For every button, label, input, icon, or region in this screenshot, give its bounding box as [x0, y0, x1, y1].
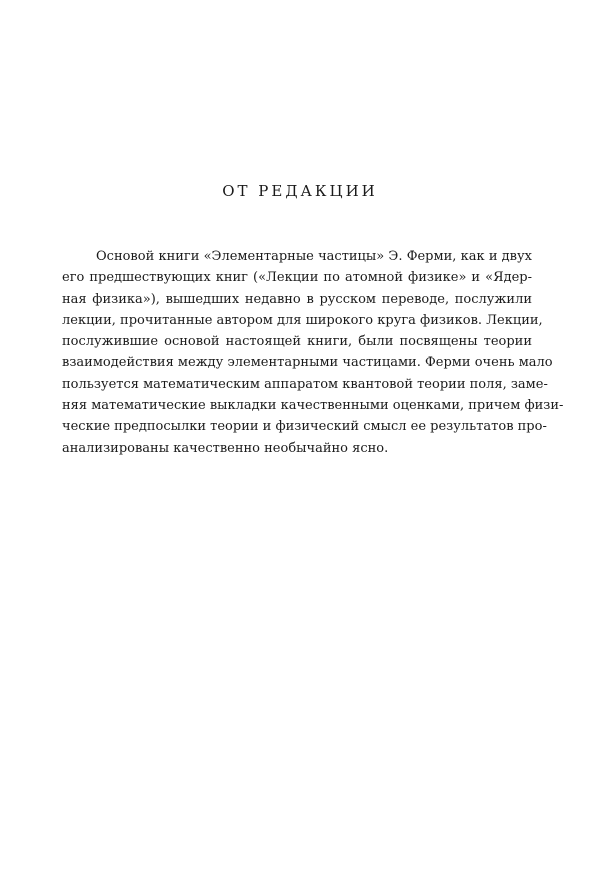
- section-heading: ОТ РЕДАКЦИИ: [222, 182, 378, 200]
- paragraph-line: послужившие основой настоящей книги, были посвящены теории: [62, 334, 532, 350]
- paragraph-line: анализированы качественно необычайно ясно.: [62, 440, 389, 456]
- paragraph-line: лекции, прочитанные автором для широкого круга физиков. Лекции,: [62, 312, 543, 328]
- paragraph-line: Основой книги «Элементарные частицы» Э. Ферми, как и двух: [96, 249, 532, 264]
- paragraph-line: ческие предпосылки теории и физический смысл ее результатов про-: [62, 419, 547, 435]
- paragraph-line: ная физика»), вышедших недавно в русском переводе, послужили: [62, 291, 532, 307]
- paragraph-line: няя математические выкладки качественными оценками, причем физи-: [62, 398, 564, 414]
- paragraph-line: его предшествующих книг («Лекции по атомной физике» и «Ядер-: [62, 270, 532, 286]
- paragraph-line: взаимодействия между элементарными частицами. Ферми очень мало: [62, 355, 553, 371]
- paragraph-line: пользуется математическим аппаратом квантовой теории поля, заме-: [62, 376, 548, 392]
- editorial-paragraph: [62, 246, 564, 459]
